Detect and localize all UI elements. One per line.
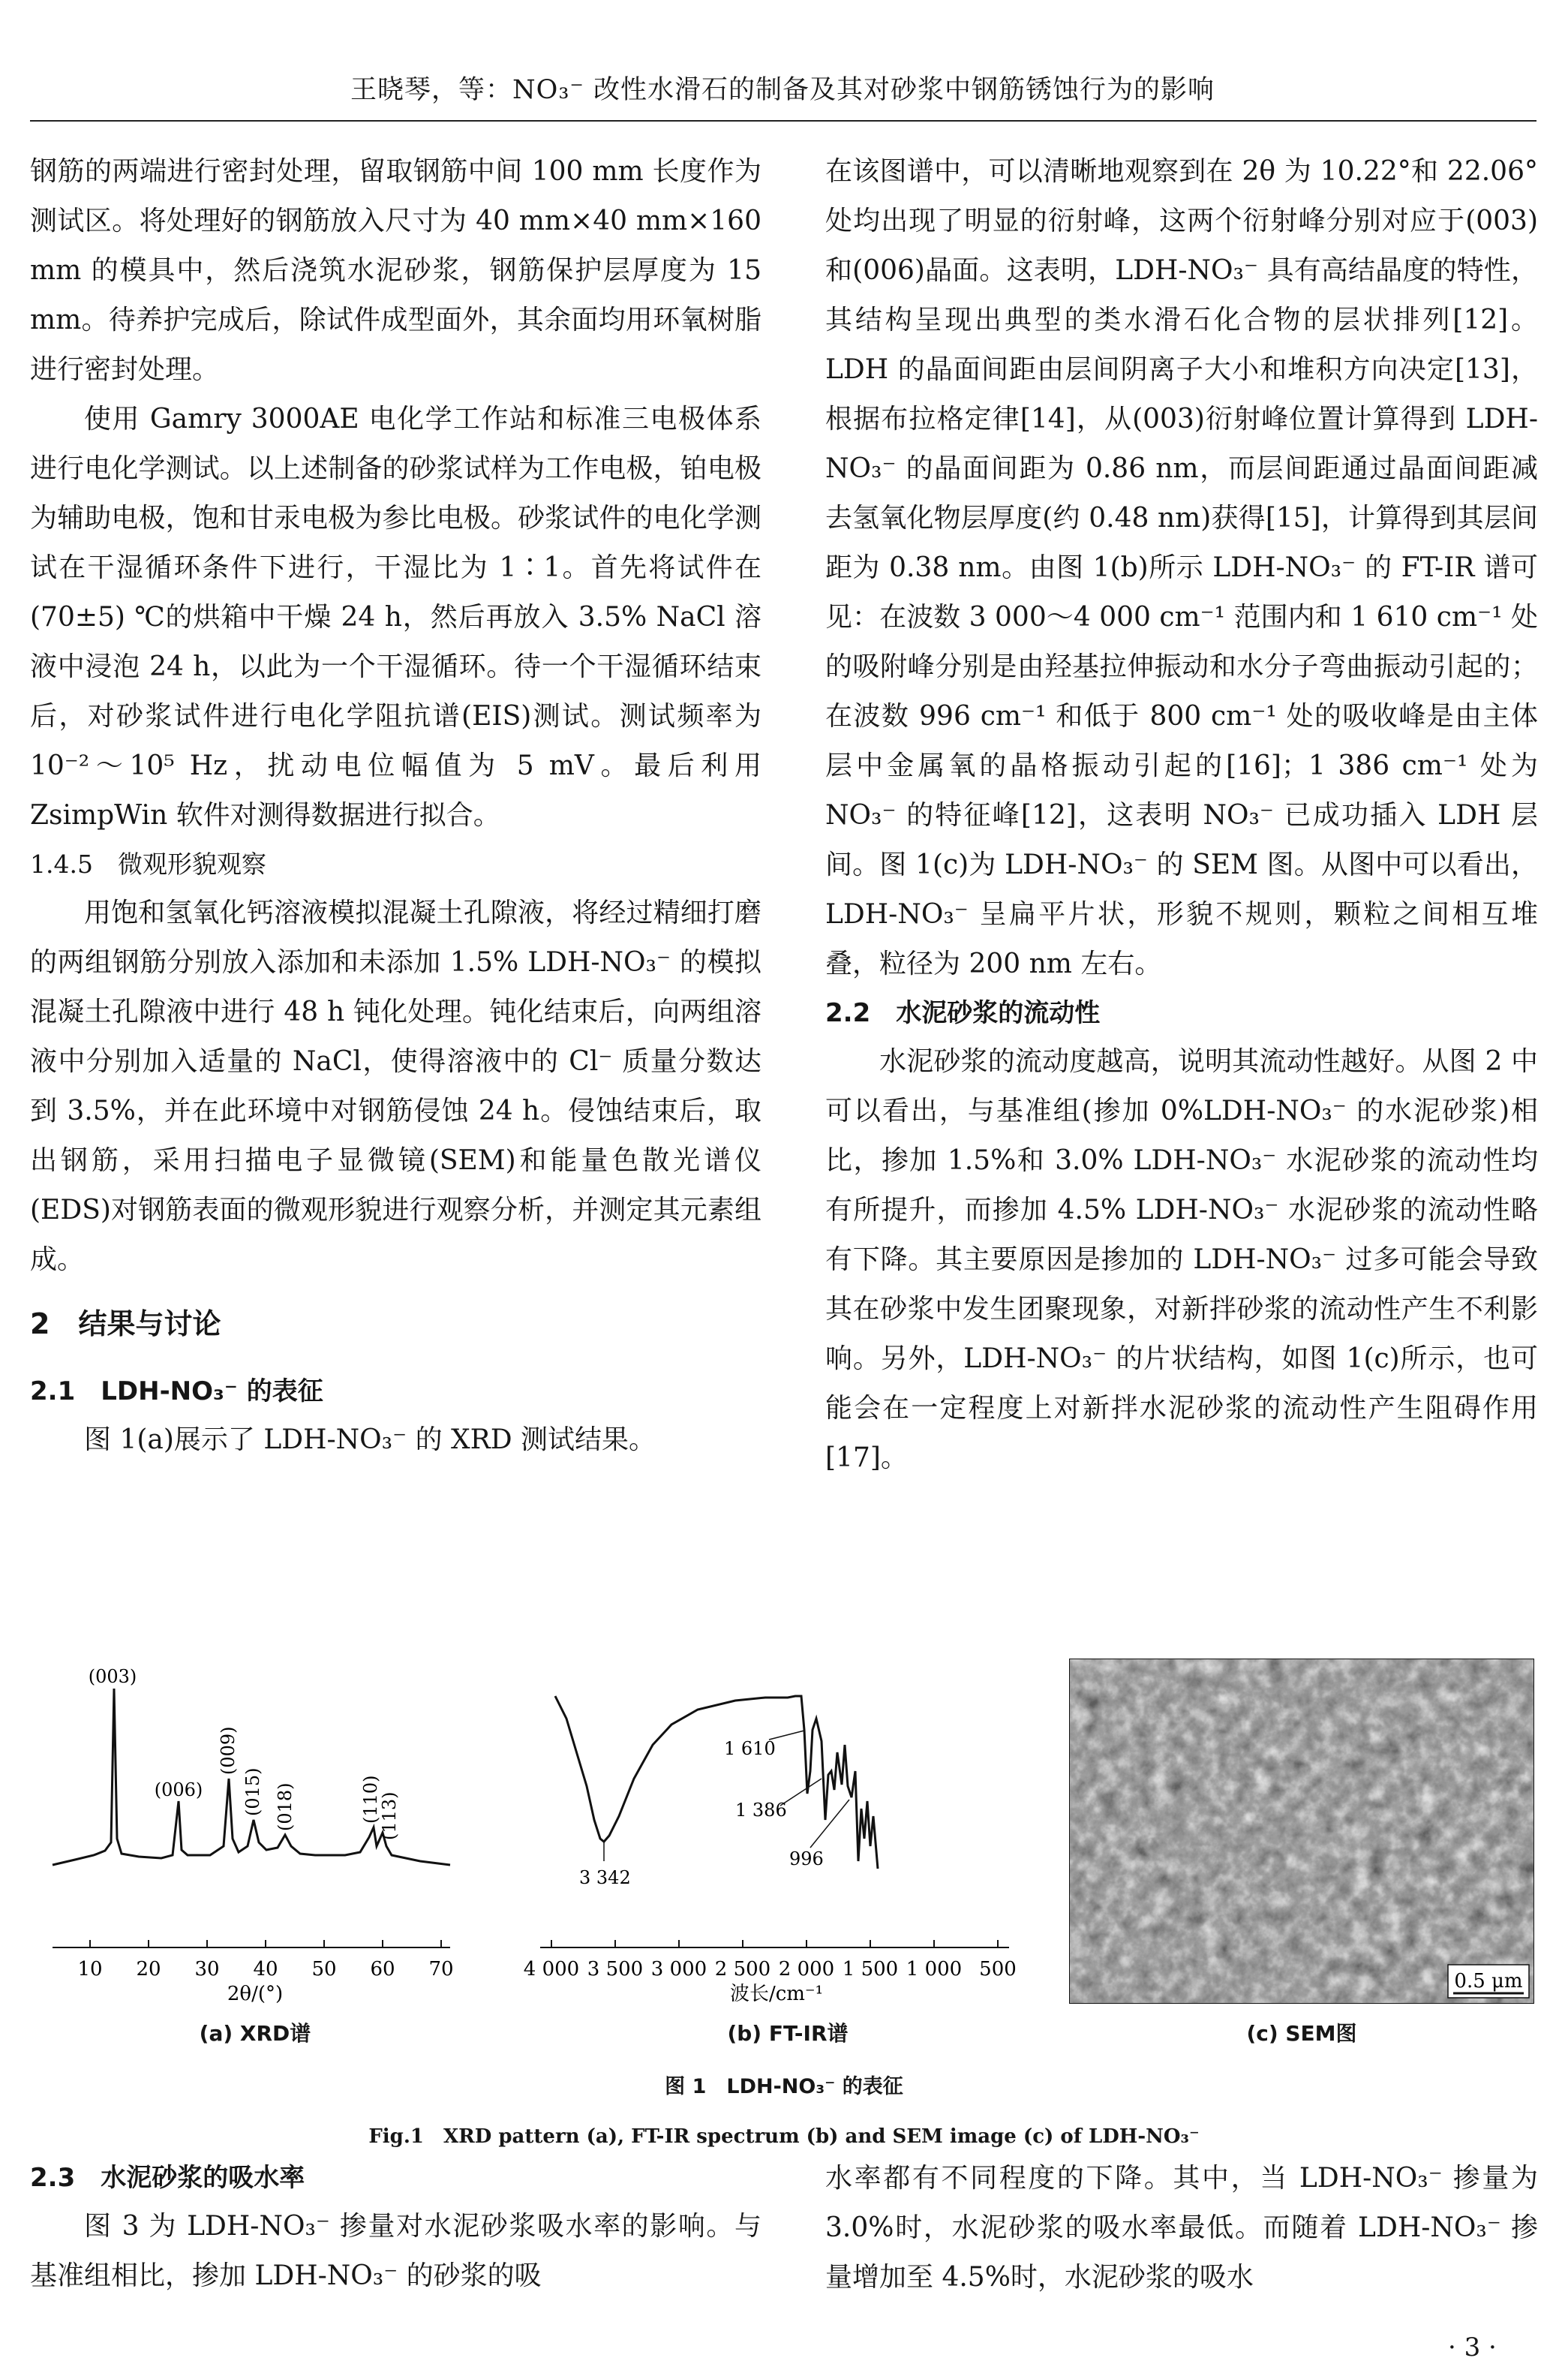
xrd-tick-label: 40 (253, 1958, 278, 1980)
ftir-tick-label: 3 000 (650, 1958, 707, 1980)
header-rule (30, 120, 1536, 122)
xrd-peak-label: (018) (275, 1782, 296, 1831)
figure-caption-en: Fig.1 XRD pattern (a), FT-IR spectrum (b) and SEM image (c) of LDH-NO₃⁻ (368, 2125, 1200, 2148)
paragraph: 用饱和氢氧化钙溶液模拟混凝土孔隙液，将经过精细打磨的两组钢筋分别放入添加和未添加 1.5% LDH-NO₃⁻ 的模拟混凝土孔隙液中进行 48 h 钝化处理。钝化结束后，向两组溶液中分别加入适量的 NaCl，使得溶液中的 Cl⁻ 质量分数达到 3.5%，并在此环境中对钢筋侵蚀 24 h。侵蚀结束后，取出钢筋，采用扫描电子显微镜(SEM)和能量色散光谱仪(EDS)对钢筋表面的微观形貌进行观察分析，并测定其元素组成。 (30, 898, 761, 1275)
right-column (825, 147, 1538, 1483)
ftir-tick-label: 2 000 (778, 1958, 835, 1980)
right-column-bottom (825, 2154, 1538, 2302)
xrd-x-label: 2θ/(°) (227, 1983, 284, 2005)
sem-image (1069, 1659, 1534, 2004)
sem-caption: (c) SEM图 (1246, 2021, 1357, 2046)
ftir-x-label: 波长/cm⁻¹ (729, 1983, 824, 2005)
xrd-tick-label: 50 (311, 1958, 337, 1980)
subsection-heading: 2.2 水泥砂浆的流动性 (825, 998, 1101, 1028)
xrd-caption: (a) XRD谱 (199, 2021, 311, 2046)
ftir-caption: (b) FT-IR谱 (727, 2021, 849, 2046)
xrd-peak-label: (015) (242, 1767, 263, 1816)
subsection-heading: 1.4.5 微观形貌观察 (30, 850, 266, 879)
xrd-chart (30, 1659, 480, 2079)
xrd-tick-label: 10 (77, 1958, 103, 1980)
xrd-peak-label: (009) (218, 1726, 239, 1775)
paragraph: 图 1(a)展示了 LDH-NO₃⁻ 的 XRD 测试结果。 (84, 1424, 656, 1455)
figure-1 (30, 1659, 1538, 2109)
ftir-tick-label: 3 500 (587, 1958, 644, 1980)
xrd-tick-label: 60 (370, 1958, 395, 1980)
ftir-tick-label: 500 (979, 1958, 1017, 1980)
xrd-peak-label: (006) (154, 1779, 203, 1800)
paragraph: 水率都有不同程度的下降。其中，当 LDH-NO₃⁻ 掺量为 3.0%时，水泥砂浆的吸水率最低。而随着 LDH-NO₃⁻ 掺量增加至 4.5%时，水泥砂浆的吸水 (825, 2163, 1538, 2293)
xrd-peak-label: (003) (88, 1666, 137, 1687)
ftir-annotation: 3 342 (579, 1867, 631, 1888)
figure-caption-cn: 图 1 LDH-NO₃⁻ 的表征 (665, 2075, 903, 2098)
paragraph: 水泥砂浆的流动度越高，说明其流动性越好。从图 2 中可以看出，与基准组(掺加 0%LDH-NO₃⁻ 的水泥砂浆)相比，掺加 1.5%和 3.0% LDH-NO₃⁻ 水泥砂浆的流动性均有所提升，而掺加 4.5% LDH-NO₃⁻ 水泥砂浆的流动性略有下降。其主要原因是掺加的 LDH-NO₃⁻ 过多可能会导致其在砂浆中发生团聚现象，对新拌砂浆的流动性产生不利影响。另外，LDH-NO₃⁻ 的片状结构，如图 1(c)所示，也可能会在一定程度上对新拌水泥砂浆的流动性产生阻碍作用[17]。 (825, 1046, 1538, 1473)
xrd-peak-label: (110) (360, 1775, 381, 1824)
xrd-tick-label: 70 (428, 1958, 454, 1980)
left-column (30, 147, 761, 1465)
page-number: · 3 · (1448, 2332, 1497, 2362)
xrd-tick-label: 20 (136, 1958, 161, 1980)
ftir-tick-label: 1 500 (842, 1958, 899, 1980)
ftir-annotation: 996 (789, 1848, 824, 1869)
sem-scale-label: 0.5 μm (1454, 1970, 1523, 1993)
paragraph: 图 3 为 LDH-NO₃⁻ 掺量对水泥砂浆吸水率的影响。与基准组相比，掺加 LDH-NO₃⁻ 的砂浆的吸 (30, 2211, 761, 2291)
ftir-tick-label: 2 500 (714, 1958, 771, 1980)
xrd-peak-label: (113) (379, 1791, 400, 1840)
xrd-x-ticks (90, 1940, 441, 1947)
paragraph: 在该图谱中，可以清晰地观察到在 2θ 为 10.22°和 22.06°处均出现了明显的衍射峰，这两个衍射峰分别对应于(003)和(006)晶面。这表明，LDH-NO₃⁻ 具有高结晶度的特性，其结构呈现出典型的类水滑石化合物的层状排列[12]。LDH 的晶面间距由层间阴离子大小和堆积方向决定[13]，根据布拉格定律[14]，从(003)衍射峰位置计算得到 LDH-NO₃⁻ 的晶面间距为 0.86 nm，而层间距通过晶面间距减去氢氧化物层厚度(约 0.48 nm)获得[15]，计算得到其层间距为 0.38 nm。由图 1(b)所示 LDH-NO₃⁻ 的 FT-IR 谱可见：在波数 3 000～4 000 cm⁻¹ 范围内和 1 610 cm⁻¹ 处的吸附峰分别是由羟基拉伸振动和水分子弯曲振动引起的；在波数 996 cm⁻¹ 和低于 800 cm⁻¹ 处的吸收峰是由主体层中金属氧的晶格振动引起的[16]；1 386 cm⁻¹ 处为 NO₃⁻ 的特征峰[12]，这表明 NO₃⁻ 已成功插入 LDH 层间。图 1(c)为 LDH-NO₃⁻ 的 SEM 图。从图中可以看出，LDH-NO₃⁻ 呈扁平片状，形貌不规则，颗粒之间相互堆叠，粒径为 200 nm 左右。 (825, 156, 1538, 979)
sem-texture (1069, 1659, 1534, 2004)
paragraph: 钢筋的两端进行密封处理，留取钢筋中间 100 mm 长度作为测试区。将处理好的钢筋放入尺寸为 40 mm×40 mm×160 mm 的模具中，然后浇筑水泥砂浆，钢筋保护层厚度为 15 mm。待养护完成后，除试件成型面外，其余面均用环氧树脂进行密封处理。 (30, 156, 761, 385)
ftir-annotation: 1 386 (735, 1800, 787, 1821)
left-column-bottom (30, 2154, 761, 2301)
running-header: 王晓琴，等：NO₃⁻ 改性水滑石的制备及其对砂浆中钢筋锈蚀行为的影响 (350, 75, 1215, 105)
ftir-x-ticks (551, 1940, 998, 1947)
paragraph: 使用 Gamry 3000AE 电化学工作站和标准三电极体系进行电化学测试。以上述制备的砂浆试样为工作电极，铂电极为辅助电极，饱和甘汞电极为参比电极。砂浆试件的电化学测试在干湿循环条件下进行，干湿比为 1∶1。首先将试件在(70±5) ℃的烘箱中干燥 24 h，然后再放入 3.5% NaCl 溶液中浸泡 24 h，以此为一个干湿循环。待一个干湿循环结束后，对砂浆试件进行电化学阻抗谱(EIS)测试。测试频率为 10⁻²～10⁵ Hz，扰动电位幅值为 5 mV。最后利用 ZsimpWin 软件对测得数据进行拟合。 (30, 404, 761, 831)
subsection-heading: 2.1 LDH-NO₃⁻ 的表征 (30, 1376, 323, 1406)
ftir-annotation: 1 610 (724, 1738, 776, 1759)
xrd-tick-label: 30 (194, 1958, 220, 1980)
section-heading: 2 结果与讨论 (30, 1307, 221, 1340)
ftir-tick-label: 1 000 (906, 1958, 963, 1980)
ftir-tick-label: 4 000 (523, 1958, 580, 1980)
subsection-heading: 2.3 水泥砂浆的吸水率 (30, 2163, 305, 2193)
ftir-chart (510, 1659, 1035, 2079)
ftir-leader-line (810, 1800, 849, 1848)
